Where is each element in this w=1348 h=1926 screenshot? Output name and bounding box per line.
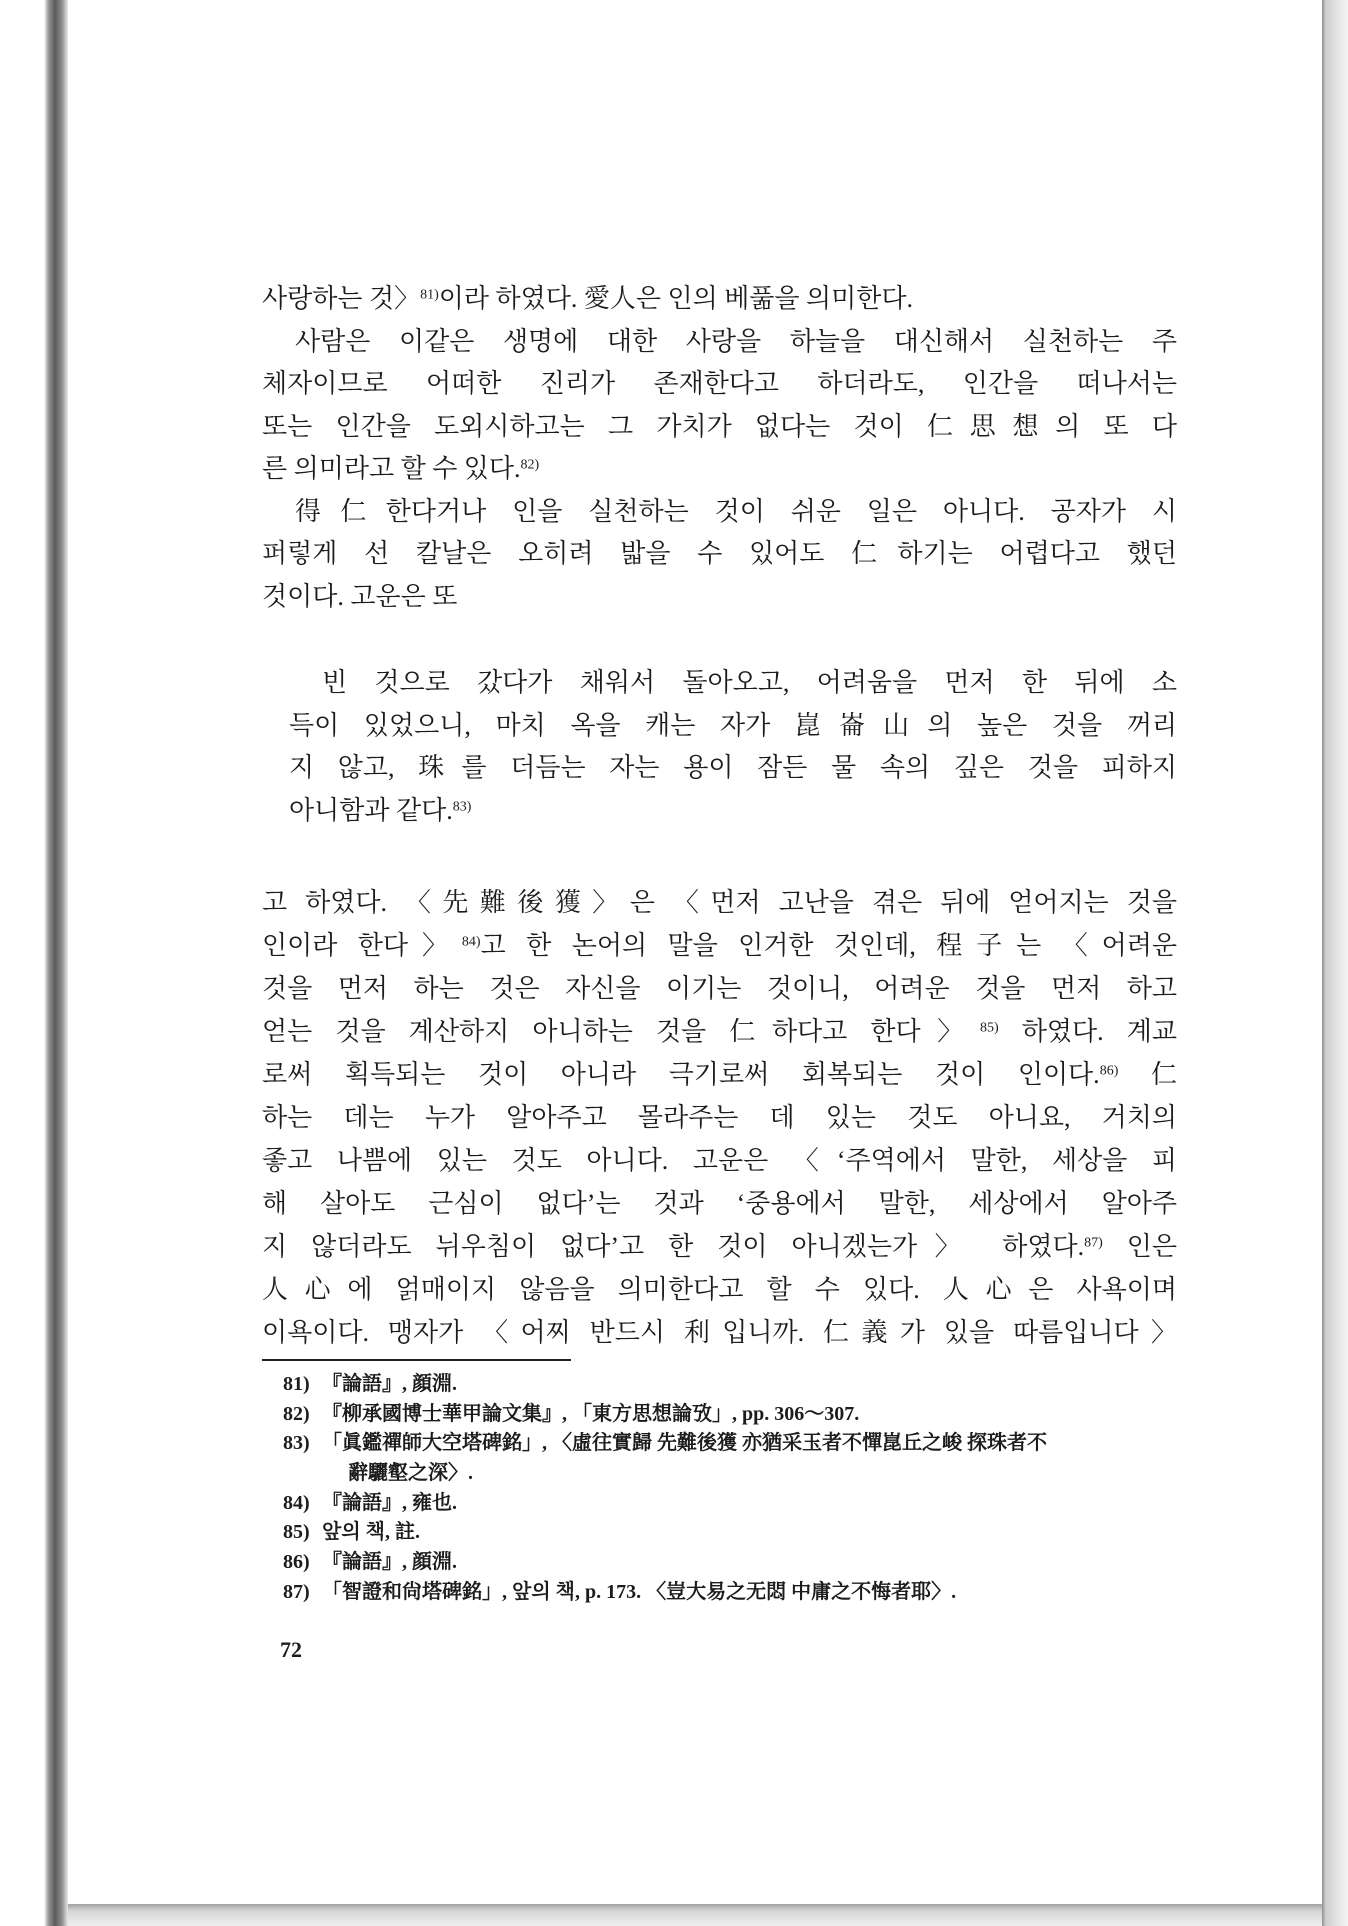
footnote-divider xyxy=(262,1359,571,1361)
text-line xyxy=(262,1053,1177,1096)
text-line: 하는 데는 누가 알아주고 몰라주는 데 있는 것도 아니요, 거치의 xyxy=(262,1103,1177,1132)
footnote-item xyxy=(283,1489,1183,1519)
footnote-item xyxy=(283,1518,1183,1548)
page-edge-shadow-right xyxy=(1322,0,1348,1926)
footnote-ref: 83) xyxy=(452,799,472,815)
footnote-continuation xyxy=(283,1459,1183,1489)
text-line: 사람은 이같은 생명에 대한 사랑을 하늘을 대신해서 실천하는 주 xyxy=(295,326,1177,356)
footnote-text: 「眞鑑禪師大空塔碑銘」, 〈虛往實歸 先難後獲 亦猶采玉者不憚崑丘之峻 探珠者不 xyxy=(322,1432,1047,1455)
text-segment: 인이라 한다〉 xyxy=(262,931,462,960)
page-edge-shadow-bottom xyxy=(68,1904,1322,1926)
text-segment: 지 않더라도 뉘우침이 없다’고 한 것이 아니겠는가〉 하였다. xyxy=(262,1232,1085,1261)
text-line xyxy=(289,790,1177,833)
footnote-text: 『論語』, 雍也. xyxy=(322,1491,457,1514)
block-quote xyxy=(289,662,1177,832)
text-line: 또는 인간을 도외시하고는 그 가치가 없다는 것이 仁思想의 또 다 xyxy=(262,411,1177,441)
text-line: 빈 것으로 갔다가 채워서 돌아오고, 어려움을 먼저 한 뒤에 소 xyxy=(322,668,1177,697)
text-line: 人心에 얽매이지 않음을 의미한다고 할 수 있다. 人心은 사욕이며 xyxy=(262,1275,1177,1304)
footnote-number: 85) xyxy=(283,1521,310,1544)
paragraph xyxy=(262,321,1177,491)
text-line: 좋고 나쁨에 있는 것도 아니다. 고운은 〈‘주역에서 말한, 세상을 피 xyxy=(262,1146,1177,1175)
footnote-item xyxy=(283,1400,1183,1430)
footnote-item xyxy=(283,1370,1183,1400)
footnote-text: 辭驪壑之深〉. xyxy=(348,1462,473,1485)
footnote-text: 「智證和尙塔碑銘」, 앞의 책, p. 173. 〈豈大易之无悶 中庸之不悔者耶〉. xyxy=(322,1580,957,1603)
footnote-text: 『柳承國博士華甲論文集』, 「東方思想論攷」, pp. 306～307. xyxy=(322,1402,860,1425)
page-number: 72 xyxy=(280,1637,302,1662)
footnote-text: 『論語』, 顔淵. xyxy=(322,1373,457,1395)
text-line: 것이다. 고운은 또 xyxy=(262,581,458,611)
footnote-ref: 84) xyxy=(461,934,481,950)
text-segment: 고 한 논어의 말을 인거한 것인데, 程子는 〈어려운 xyxy=(480,931,1177,960)
text-segment: 하였다. 계교 xyxy=(998,1017,1177,1046)
footnotes xyxy=(283,1370,1183,1608)
footnote-item xyxy=(283,1429,1183,1459)
text-line: 고 하였다. 〈先難後獲〉은 〈먼저 고난을 겪은 뒤에 얻어지는 것을 xyxy=(262,888,1177,917)
book-spine-shadow xyxy=(44,0,68,1926)
footnote-number: 84) xyxy=(283,1491,310,1514)
paragraph xyxy=(262,491,1177,619)
footnote-ref: 86) xyxy=(1099,1063,1119,1079)
footnote-item xyxy=(283,1548,1183,1578)
text-line: 得仁한다거나 인을 실천하는 것이 쉬운 일은 아니다. 공자가 시 xyxy=(295,496,1177,526)
paragraph xyxy=(262,881,1177,1354)
text-line xyxy=(262,278,1177,321)
footnote-number: 81) xyxy=(283,1373,310,1395)
text-line xyxy=(262,448,1177,491)
footnote-ref: 85) xyxy=(979,1020,999,1036)
text-segment: 얻는 것을 계산하지 아니하는 것을 仁하다고 한다〉 xyxy=(262,1017,980,1046)
text-segment: 이라 하였다. 愛人은 인의 베풂을 의미한다. xyxy=(438,284,914,313)
footnote-number: 87) xyxy=(283,1580,310,1603)
paragraph xyxy=(262,278,1177,321)
footnote-number: 86) xyxy=(283,1551,310,1574)
text-line xyxy=(262,924,1177,967)
text-line: 해 살아도 근심이 없다’는 것과 ‘중용에서 말한, 세상에서 알아주 xyxy=(262,1189,1177,1218)
text-segment: 仁 xyxy=(1118,1060,1177,1089)
body-text-bottom xyxy=(262,881,1177,1354)
footnote-number: 83) xyxy=(283,1432,310,1455)
footnote-text: 『論語』, 顔淵. xyxy=(322,1551,457,1574)
text-line: 체자이므로 어떠한 진리가 존재한다고 하더라도, 인간을 떠나서는 xyxy=(262,369,1177,398)
footnote-number: 82) xyxy=(283,1402,310,1425)
footnote-text: 앞의 책, 註. xyxy=(322,1521,420,1544)
text-line: 지 않고, 珠를 더듬는 자는 용이 잠든 물 속의 깊은 것을 피하지 xyxy=(289,753,1177,782)
text-line: 퍼렇게 선 칼날은 오히려 밟을 수 있어도 仁하기는 어렵다고 했던 xyxy=(262,539,1177,568)
text-segment: 아니함과 같다. xyxy=(289,795,453,825)
footnote-ref: 87) xyxy=(1084,1235,1103,1251)
text-segment: 른 의미라고 할 수 있다. xyxy=(262,454,521,483)
text-line: 득이 있었으니, 마치 옥을 캐는 자가 崑崙山의 높은 것을 꺼리 xyxy=(289,710,1177,740)
footnote-ref: 82) xyxy=(520,457,540,473)
text-segment: 사랑하는 것〉 xyxy=(262,284,421,313)
text-segment: 인은 xyxy=(1102,1232,1178,1261)
text-line: 것을 먼저 하는 것은 자신을 이기는 것이니, 어려운 것을 먼저 하고 xyxy=(262,974,1177,1003)
text-line xyxy=(262,1225,1177,1268)
body-text-top xyxy=(262,278,1177,618)
text-line xyxy=(262,1010,1177,1053)
text-segment: 로써 획득되는 것이 아니라 극기로써 회복되는 것이 인이다. xyxy=(262,1060,1100,1089)
footnote-item xyxy=(283,1578,1183,1608)
text-line: 이욕이다. 맹자가 〈어찌 반드시 利입니까. 仁義가 있을 따름입니다〉 xyxy=(262,1318,1177,1347)
footnote-ref: 81) xyxy=(420,287,439,303)
